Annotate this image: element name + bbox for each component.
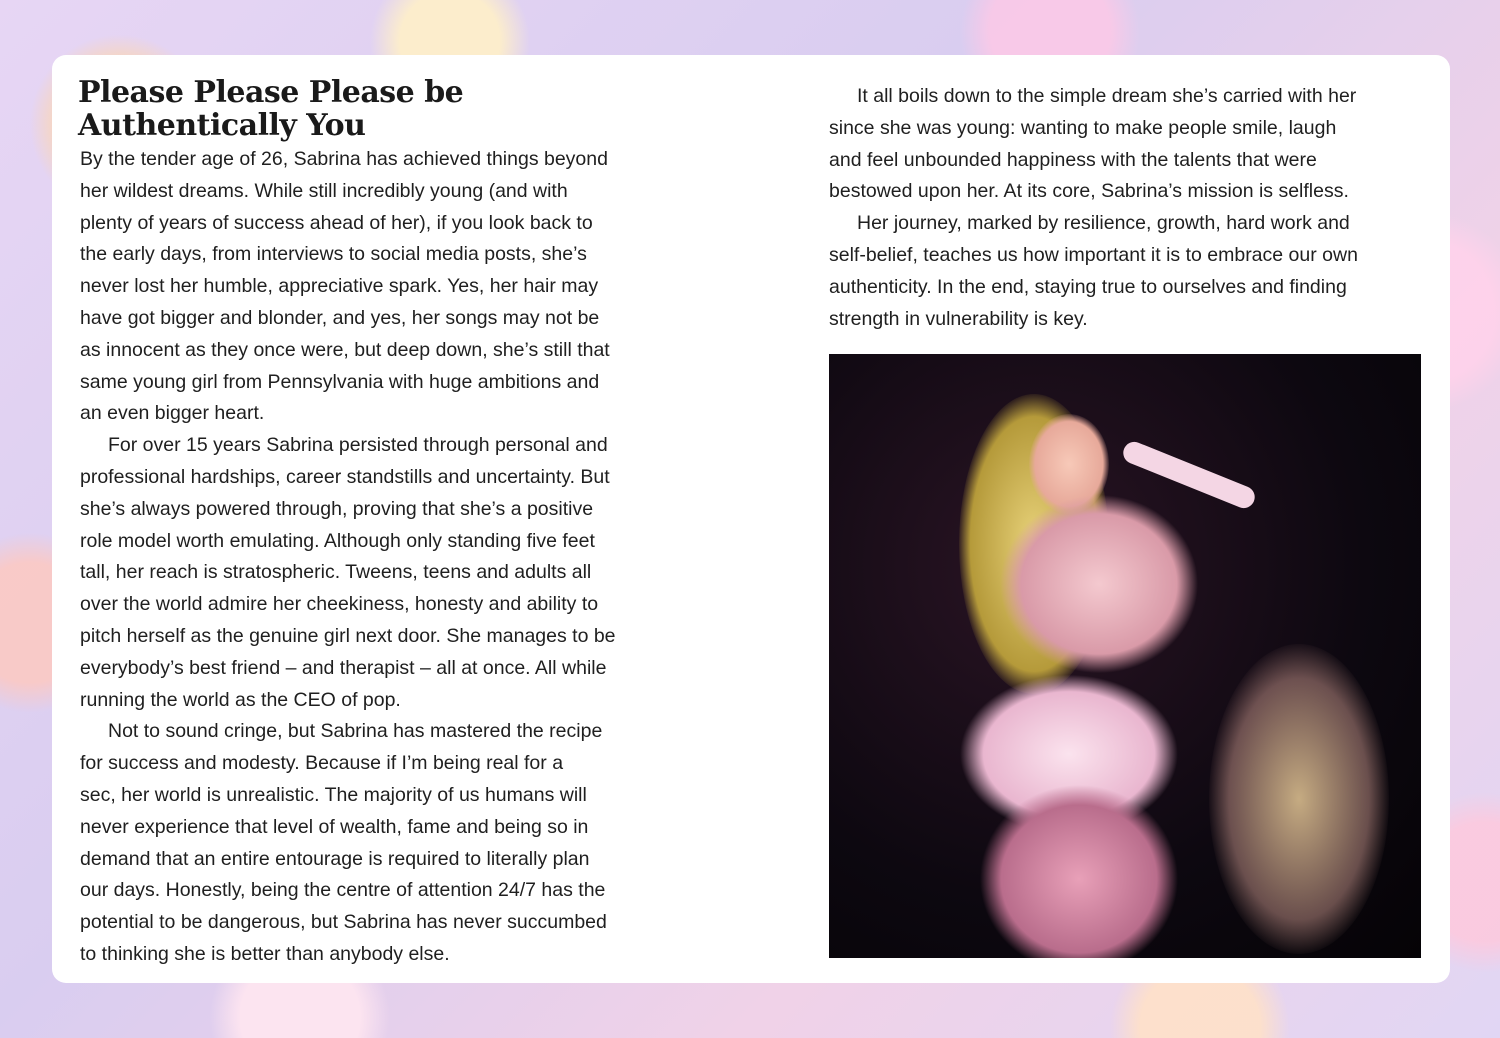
text-line: pitch herself as the genuine girl next door. She manages to be (80, 624, 616, 647)
text-line: to thinking she is better than anybody else. (80, 942, 450, 965)
text-line: running the world as the CEO of pop. (80, 688, 401, 711)
right-column-text (829, 81, 1358, 335)
text-line: demand that an entire entourage is required to literally plan (80, 847, 590, 870)
text-line: never experience that level of wealth, fame and being so in (80, 815, 589, 838)
microphone (1120, 439, 1258, 512)
text-line: never lost her humble, appreciative spark. Yes, her hair may (80, 275, 599, 298)
text-line: an even bigger heart. (80, 402, 265, 425)
text-line: and feel unbounded happiness with the talents that were (829, 148, 1317, 171)
text-line: her wildest dreams. While still incredibly young (and with (80, 179, 568, 202)
text-line: It all boils down to the simple dream she’s carried with her (857, 85, 1357, 107)
text-line: tall, her reach is stratospheric. Tweens, teens and adults all (80, 561, 592, 584)
chapter-title (78, 76, 463, 142)
text-line: Her journey, marked by resilience, growth, hard work and (857, 212, 1350, 235)
concert-photo (829, 354, 1421, 958)
left-column-text (80, 144, 616, 971)
text-line: she’s always powered through, proving that she’s a positive (80, 497, 594, 520)
text-line: self-belief, teaches us how important it is to embrace our own (829, 243, 1358, 266)
performer-top (999, 494, 1199, 674)
text-line: as innocent as they once were, but deep down, she’s still that (80, 338, 610, 361)
text-line: bestowed upon her. At its core, Sabrina’s mission is selfless. (829, 180, 1349, 203)
text-line: have got bigger and blonder, and yes, her songs may not be (80, 306, 600, 329)
text-line: since she was young: wanting to make people smile, laugh (829, 116, 1337, 139)
text-line: professional hardships, career standstills and uncertainty. But (80, 465, 610, 488)
text-line: our days. Honestly, being the centre of attention 24/7 has the (80, 879, 606, 902)
text-line: same young girl from Pennsylvania with huge ambitions and (80, 370, 600, 393)
text-line: plenty of years of success ahead of her), if you look back to (80, 211, 593, 234)
title-line: Authentically You (78, 108, 366, 143)
text-line: strength in vulnerability is key. (829, 307, 1088, 330)
text-line: For over 15 years Sabrina persisted through personal and (108, 434, 608, 457)
text-line: the early days, from interviews to social media posts, she’s (80, 243, 587, 266)
text-line: Not to sound cringe, but Sabrina has mastered the recipe (108, 720, 603, 743)
text-line: potential to be dangerous, but Sabrina has never succumbed (80, 911, 607, 934)
text-line: sec, her world is unrealistic. The majority of us humans will (80, 783, 587, 806)
text-line: role model worth emulating. Although only standing five feet (80, 529, 595, 552)
text-line: everybody’s best friend – and therapist – all at once. All while (80, 656, 607, 679)
text-line: authenticity. In the end, staying true to ourselves and finding (829, 275, 1347, 298)
performer-legs (979, 784, 1179, 958)
screen-reflection (1209, 644, 1389, 954)
text-line: By the tender age of 26, Sabrina has achieved things beyond (80, 148, 608, 170)
title-line: Please Please Please be (78, 75, 464, 110)
text-line: for success and modesty. Because if I’m being real for a (80, 752, 564, 775)
text-line: over the world admire her cheekiness, honesty and ability to (80, 593, 599, 616)
